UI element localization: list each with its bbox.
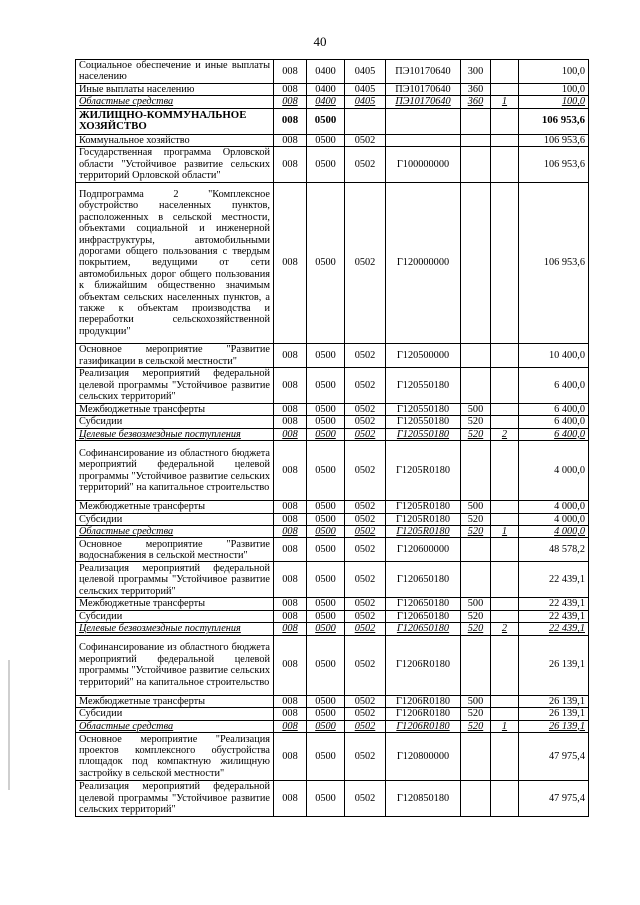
funding-source-code-cell: 1	[491, 720, 519, 732]
funding-source-code-cell	[491, 416, 519, 428]
funding-source-code-cell	[491, 501, 519, 513]
section-code-cell: 0500	[307, 526, 345, 538]
subsection-code-cell: 0502	[345, 623, 386, 635]
admin-code-cell: 008	[274, 404, 307, 416]
budget-table	[75, 59, 589, 817]
subsection-code-cell: 0502	[345, 562, 386, 598]
expense-type-code-cell: 500	[461, 598, 491, 610]
amount-cell: 4 000,0	[519, 501, 589, 513]
amount-cell: 26 139,1	[519, 635, 589, 695]
table-row	[76, 60, 589, 84]
amount-cell: 6 400,0	[519, 368, 589, 404]
section-code-cell: 0500	[307, 108, 345, 134]
section-code-cell: 0500	[307, 147, 345, 183]
amount-cell: 100,0	[519, 60, 589, 84]
funding-source-code-cell	[491, 780, 519, 816]
subsection-code-cell: 0502	[345, 416, 386, 428]
subsection-code-cell: 0502	[345, 183, 386, 344]
section-code-cell: 0500	[307, 610, 345, 622]
target-article-code-cell: Г1205R0180	[386, 441, 461, 501]
expense-type-code-cell	[461, 344, 491, 368]
row-name-cell: Межбюджетные трансферты	[76, 695, 274, 707]
section-code-cell: 0500	[307, 441, 345, 501]
amount-cell: 48 578,2	[519, 538, 589, 562]
row-name-cell: Софинансирование из областного бюджета мероприятий федеральной целевой программы "Устойчивое развитие сельских территорий" на капитальное строительство	[76, 441, 274, 501]
section-code-cell: 0500	[307, 623, 345, 635]
section-code-cell: 0500	[307, 344, 345, 368]
funding-source-code-cell	[491, 83, 519, 95]
target-article-code-cell: Г120000000	[386, 183, 461, 344]
target-article-code-cell: Г120500000	[386, 344, 461, 368]
subsection-code-cell: 0502	[345, 428, 386, 440]
row-name-cell: Межбюджетные трансферты	[76, 598, 274, 610]
amount-cell: 4 000,0	[519, 513, 589, 525]
funding-source-code-cell	[491, 344, 519, 368]
amount-cell: 6 400,0	[519, 404, 589, 416]
table-row	[76, 695, 589, 707]
target-article-code-cell: Г120550180	[386, 404, 461, 416]
target-article-code-cell: Г120550180	[386, 368, 461, 404]
admin-code-cell: 008	[274, 183, 307, 344]
funding-source-code-cell	[491, 404, 519, 416]
row-name-cell: Основное мероприятие "Развитие газификации в сельской местности"	[76, 344, 274, 368]
section-code-cell: 0500	[307, 562, 345, 598]
table-row	[76, 96, 589, 108]
amount-cell: 22 439,1	[519, 598, 589, 610]
row-name-cell: Реализация мероприятий федеральной целевой программы "Устойчивое развитие сельских территорий"	[76, 780, 274, 816]
subsection-code-cell: 0502	[345, 708, 386, 720]
amount-cell: 26 139,1	[519, 695, 589, 707]
table-row	[76, 780, 589, 816]
funding-source-code-cell	[491, 368, 519, 404]
amount-cell: 4 000,0	[519, 526, 589, 538]
target-article-code-cell: Г1205R0180	[386, 501, 461, 513]
row-name-cell: Субсидии	[76, 708, 274, 720]
target-article-code-cell: Г120800000	[386, 732, 461, 780]
table-row	[76, 428, 589, 440]
admin-code-cell: 008	[274, 147, 307, 183]
row-name-cell: Областные средства	[76, 96, 274, 108]
amount-cell: 106 953,6	[519, 147, 589, 183]
row-name-cell: Государственная программа Орловской области "Устойчивое развитие сельских территорий Орловской области"	[76, 147, 274, 183]
table-row	[76, 368, 589, 404]
section-code-cell: 0500	[307, 538, 345, 562]
expense-type-code-cell: 520	[461, 428, 491, 440]
table-row	[76, 183, 589, 344]
subsection-code-cell: 0405	[345, 96, 386, 108]
target-article-code-cell: Г120600000	[386, 538, 461, 562]
table-row	[76, 562, 589, 598]
expense-type-code-cell: 500	[461, 404, 491, 416]
table-row	[76, 598, 589, 610]
expense-type-code-cell: 520	[461, 610, 491, 622]
funding-source-code-cell: 1	[491, 526, 519, 538]
table-row	[76, 404, 589, 416]
row-name-cell: Иные выплаты населению	[76, 83, 274, 95]
admin-code-cell: 008	[274, 96, 307, 108]
row-name-cell: Подпрограмма 2 "Комплексное обустройство населенных пунктов, расположенных в сельской местности, объектами социальной и инженерной инфраструктуры, автомобильными дорогами общего пользования с твердым покрытием, ведущими от сети автомобильных дорог общего пользования к ближайшим общественно значимым объектам сельских населенных пунктов, а также к объектам производства и переработки сельскохозяйственной продукции"	[76, 183, 274, 344]
row-name-cell: Областные средства	[76, 526, 274, 538]
table-row	[76, 344, 589, 368]
subsection-code-cell: 0502	[345, 526, 386, 538]
section-code-cell: 0500	[307, 695, 345, 707]
admin-code-cell: 008	[274, 538, 307, 562]
section-code-cell: 0500	[307, 368, 345, 404]
target-article-code-cell: Г1205R0180	[386, 513, 461, 525]
table-row	[76, 134, 589, 146]
section-code-cell: 0500	[307, 513, 345, 525]
row-name-cell: Основное мероприятие "Реализация проектов комплексного обустройства площадок под компактную жилищную застройку в сельской местности"	[76, 732, 274, 780]
expense-type-code-cell: 500	[461, 501, 491, 513]
target-article-code-cell: ПЭ10170640	[386, 83, 461, 95]
section-code-cell: 0500	[307, 720, 345, 732]
subsection-code-cell: 0502	[345, 513, 386, 525]
admin-code-cell: 008	[274, 598, 307, 610]
admin-code-cell: 008	[274, 368, 307, 404]
target-article-code-cell: ПЭ10170640	[386, 60, 461, 84]
admin-code-cell: 008	[274, 732, 307, 780]
funding-source-code-cell: 2	[491, 428, 519, 440]
funding-source-code-cell	[491, 134, 519, 146]
section-code-cell: 0500	[307, 183, 345, 344]
amount-cell: 106 953,6	[519, 108, 589, 134]
row-name-cell: Реализация мероприятий федеральной целевой программы "Устойчивое развитие сельских территорий"	[76, 368, 274, 404]
row-name-cell: Целевые безвозмездные поступления	[76, 623, 274, 635]
subsection-code-cell: 0502	[345, 134, 386, 146]
target-article-code-cell: Г120550180	[386, 428, 461, 440]
expense-type-code-cell: 360	[461, 96, 491, 108]
subsection-code-cell: 0405	[345, 83, 386, 95]
expense-type-code-cell	[461, 635, 491, 695]
subsection-code-cell: 0502	[345, 780, 386, 816]
subsection-code-cell: 0502	[345, 501, 386, 513]
target-article-code-cell: Г120650180	[386, 562, 461, 598]
admin-code-cell: 008	[274, 513, 307, 525]
expense-type-code-cell: 520	[461, 526, 491, 538]
amount-cell: 100,0	[519, 83, 589, 95]
row-name-cell: Субсидии	[76, 416, 274, 428]
expense-type-code-cell	[461, 732, 491, 780]
table-row	[76, 623, 589, 635]
table-row	[76, 108, 589, 134]
row-name-cell: Областные средства	[76, 720, 274, 732]
section-code-cell: 0500	[307, 134, 345, 146]
section-code-cell: 0400	[307, 96, 345, 108]
admin-code-cell: 008	[274, 428, 307, 440]
expense-type-code-cell	[461, 134, 491, 146]
amount-cell: 106 953,6	[519, 183, 589, 344]
amount-cell: 47 975,4	[519, 780, 589, 816]
amount-cell: 4 000,0	[519, 441, 589, 501]
funding-source-code-cell	[491, 695, 519, 707]
section-code-cell: 0400	[307, 83, 345, 95]
target-article-code-cell	[386, 108, 461, 134]
subsection-code-cell: 0502	[345, 368, 386, 404]
subsection-code-cell: 0502	[345, 404, 386, 416]
admin-code-cell: 008	[274, 441, 307, 501]
expense-type-code-cell: 360	[461, 83, 491, 95]
row-name-cell: Целевые безвозмездные поступления	[76, 428, 274, 440]
expense-type-code-cell	[461, 562, 491, 598]
table-row	[76, 635, 589, 695]
amount-cell: 26 139,1	[519, 708, 589, 720]
admin-code-cell: 008	[274, 501, 307, 513]
admin-code-cell: 008	[274, 83, 307, 95]
funding-source-code-cell: 2	[491, 623, 519, 635]
target-article-code-cell: Г1206R0180	[386, 720, 461, 732]
expense-type-code-cell	[461, 780, 491, 816]
amount-cell: 22 439,1	[519, 623, 589, 635]
amount-cell: 22 439,1	[519, 610, 589, 622]
expense-type-code-cell	[461, 147, 491, 183]
row-name-cell: Реализация мероприятий федеральной целевой программы "Устойчивое развитие сельских территорий"	[76, 562, 274, 598]
row-name-cell: ЖИЛИЩНО-КОММУНАЛЬНОЕ ХОЗЯЙСТВО	[76, 108, 274, 134]
subsection-code-cell: 0405	[345, 60, 386, 84]
subsection-code-cell: 0502	[345, 598, 386, 610]
admin-code-cell: 008	[274, 610, 307, 622]
target-article-code-cell: Г120550180	[386, 416, 461, 428]
section-code-cell: 0500	[307, 416, 345, 428]
funding-source-code-cell	[491, 108, 519, 134]
admin-code-cell: 008	[274, 60, 307, 84]
subsection-code-cell: 0502	[345, 441, 386, 501]
amount-cell: 106 953,6	[519, 134, 589, 146]
row-name-cell: Межбюджетные трансферты	[76, 501, 274, 513]
target-article-code-cell: Г120850180	[386, 780, 461, 816]
funding-source-code-cell	[491, 60, 519, 84]
funding-source-code-cell	[491, 513, 519, 525]
admin-code-cell: 008	[274, 695, 307, 707]
expense-type-code-cell	[461, 441, 491, 501]
amount-cell: 6 400,0	[519, 428, 589, 440]
expense-type-code-cell: 300	[461, 60, 491, 84]
admin-code-cell: 008	[274, 635, 307, 695]
funding-source-code-cell	[491, 610, 519, 622]
subsection-code-cell: 0502	[345, 344, 386, 368]
target-article-code-cell: Г100000000	[386, 147, 461, 183]
expense-type-code-cell: 520	[461, 708, 491, 720]
admin-code-cell: 008	[274, 526, 307, 538]
row-name-cell: Социальное обеспечение и иные выплаты населению	[76, 60, 274, 84]
row-name-cell: Основное мероприятие "Развитие водоснабжения в сельской местности"	[76, 538, 274, 562]
target-article-code-cell: Г1206R0180	[386, 635, 461, 695]
funding-source-code-cell	[491, 147, 519, 183]
admin-code-cell: 008	[274, 720, 307, 732]
row-name-cell: Софинансирование из областного бюджета мероприятий федеральной целевой программы "Устойчивое развитие сельских территорий" на капитальное строительство	[76, 635, 274, 695]
target-article-code-cell: Г1206R0180	[386, 708, 461, 720]
amount-cell: 100,0	[519, 96, 589, 108]
funding-source-code-cell	[491, 635, 519, 695]
section-code-cell: 0500	[307, 708, 345, 720]
funding-source-code-cell	[491, 562, 519, 598]
expense-type-code-cell	[461, 538, 491, 562]
section-code-cell: 0500	[307, 732, 345, 780]
row-name-cell: Субсидии	[76, 513, 274, 525]
admin-code-cell: 008	[274, 108, 307, 134]
section-code-cell: 0500	[307, 404, 345, 416]
admin-code-cell: 008	[274, 780, 307, 816]
funding-source-code-cell	[491, 598, 519, 610]
target-article-code-cell: ПЭ10170640	[386, 96, 461, 108]
row-name-cell: Коммунальное хозяйство	[76, 134, 274, 146]
subsection-code-cell: 0502	[345, 635, 386, 695]
amount-cell: 10 400,0	[519, 344, 589, 368]
funding-source-code-cell	[491, 183, 519, 344]
table-row	[76, 708, 589, 720]
subsection-code-cell: 0502	[345, 538, 386, 562]
section-code-cell: 0500	[307, 780, 345, 816]
admin-code-cell: 008	[274, 623, 307, 635]
target-article-code-cell: Г120650180	[386, 598, 461, 610]
target-article-code-cell: Г120650180	[386, 623, 461, 635]
expense-type-code-cell	[461, 183, 491, 344]
row-name-cell: Субсидии	[76, 610, 274, 622]
budget-table-body	[76, 60, 589, 817]
expense-type-code-cell: 500	[461, 695, 491, 707]
table-row	[76, 720, 589, 732]
admin-code-cell: 008	[274, 134, 307, 146]
table-row	[76, 513, 589, 525]
section-code-cell: 0500	[307, 635, 345, 695]
target-article-code-cell: Г1206R0180	[386, 695, 461, 707]
target-article-code-cell: Г120650180	[386, 610, 461, 622]
page-number: 40	[313, 34, 327, 49]
expense-type-code-cell: 520	[461, 720, 491, 732]
table-row	[76, 416, 589, 428]
admin-code-cell: 008	[274, 416, 307, 428]
expense-type-code-cell: 520	[461, 513, 491, 525]
funding-source-code-cell	[491, 538, 519, 562]
target-article-code-cell: Г1205R0180	[386, 526, 461, 538]
expense-type-code-cell	[461, 368, 491, 404]
subsection-code-cell: 0502	[345, 720, 386, 732]
amount-cell: 47 975,4	[519, 732, 589, 780]
table-row	[76, 732, 589, 780]
target-article-code-cell	[386, 134, 461, 146]
subsection-code-cell	[345, 108, 386, 134]
margin-mark	[8, 660, 10, 790]
amount-cell: 26 139,1	[519, 720, 589, 732]
subsection-code-cell: 0502	[345, 147, 386, 183]
expense-type-code-cell: 520	[461, 623, 491, 635]
expense-type-code-cell: 520	[461, 416, 491, 428]
table-row	[76, 83, 589, 95]
table-row	[76, 147, 589, 183]
section-code-cell: 0400	[307, 60, 345, 84]
admin-code-cell: 008	[274, 344, 307, 368]
section-code-cell: 0500	[307, 428, 345, 440]
amount-cell: 6 400,0	[519, 416, 589, 428]
amount-cell: 22 439,1	[519, 562, 589, 598]
admin-code-cell: 008	[274, 708, 307, 720]
expense-type-code-cell	[461, 108, 491, 134]
section-code-cell: 0500	[307, 598, 345, 610]
subsection-code-cell: 0502	[345, 695, 386, 707]
row-name-cell: Межбюджетные трансферты	[76, 404, 274, 416]
table-row	[76, 538, 589, 562]
funding-source-code-cell	[491, 732, 519, 780]
admin-code-cell: 008	[274, 562, 307, 598]
subsection-code-cell: 0502	[345, 610, 386, 622]
table-row	[76, 501, 589, 513]
table-row	[76, 610, 589, 622]
table-row	[76, 526, 589, 538]
funding-source-code-cell	[491, 441, 519, 501]
subsection-code-cell: 0502	[345, 732, 386, 780]
funding-source-code-cell: 1	[491, 96, 519, 108]
table-row	[76, 441, 589, 501]
funding-source-code-cell	[491, 708, 519, 720]
section-code-cell: 0500	[307, 501, 345, 513]
